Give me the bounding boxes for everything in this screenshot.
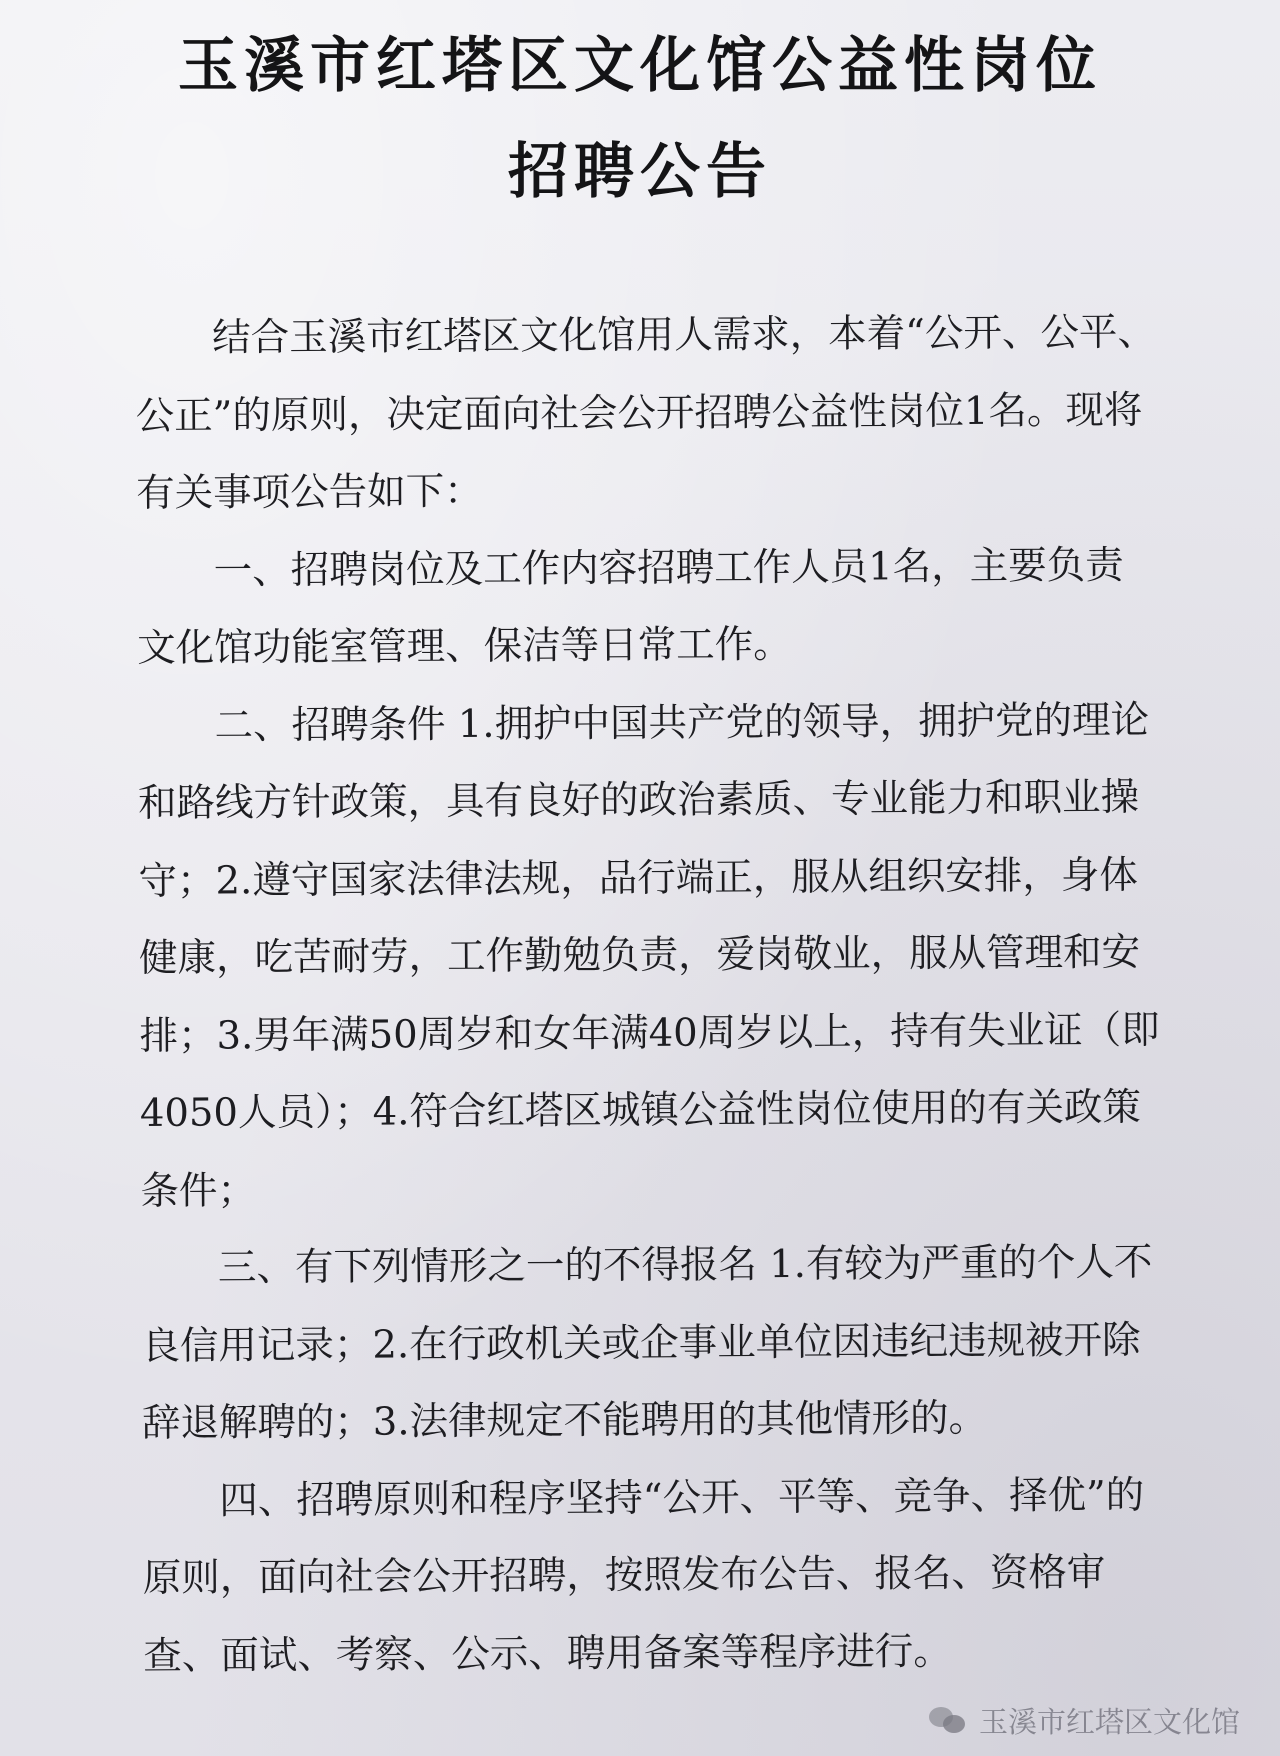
document-body — [135, 294, 1169, 1695]
paragraph-section-2: 二、招聘条件 1.拥护中国共产党的领导，拥护党的理论和路线方针政策，具有良好的政治素质、专业能力和职业操守；2.遵守国家法律法规，品行端正，服从组织安排，身体健康，吃苦耐劳，工作勤勉负责，爱岗敬业，服从管理和安排；3.男年满50周岁和女年满40周岁以上，持有失业证（即4050人员）；4.符合红塔区城镇公益性岗位使用的有关政策条件； — [137, 697, 1160, 1214]
paragraph-section-4: 四、招聘原则和程序坚持“公开、平等、竞争、择优”的原则，面向社会公开招聘，按照发布公告、报名、资格审查、面试、考察、公示、聘用备案等程序进行。 — [142, 1472, 1145, 1679]
paragraph-section-3: 三、有下列情形之一的不得报名 1.有较为严重的个人不良信用记录；2.在行政机关或企事业单位因违纪违规被开除辞退解聘的；3.法律规定不能聘用的其他情形的。 — [141, 1239, 1153, 1446]
paragraph-intro: 结合玉溪市红塔区文化馆用人需求，本着“公开、公平、公正”的原则，决定面向社会公开招聘公益性岗位1名。现将有关事项公告如下： — [135, 309, 1157, 516]
document-title-line2: 招聘公告 — [508, 137, 772, 207]
wechat-icon — [929, 1705, 967, 1735]
paragraph-section-1: 一、招聘岗位及工作内容招聘工作人员1名，主要负责文化馆功能室管理、保洁等日常工作。 — [136, 542, 1124, 671]
document-title-line1: 玉溪市红塔区文化馆公益性岗位 — [178, 31, 1102, 101]
watermark — [929, 1698, 1240, 1742]
watermark-text: 玉溪市红塔区文化馆 — [978, 1704, 1240, 1739]
